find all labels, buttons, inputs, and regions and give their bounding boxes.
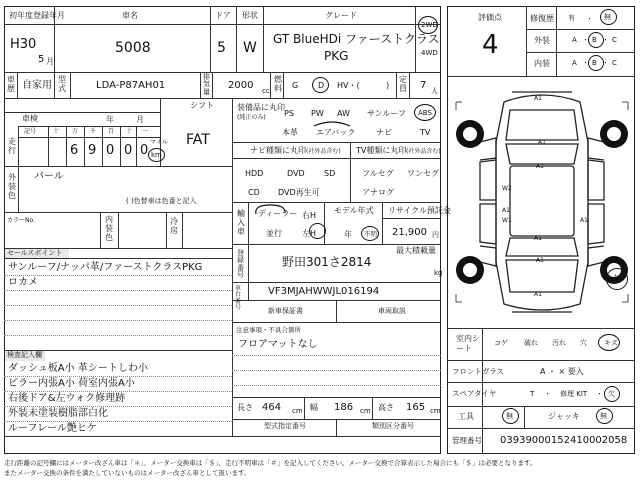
equipment-sublabel: (純正のみ)	[237, 114, 266, 121]
use-value: 自家用	[22, 80, 52, 91]
room-seat-item: キズ	[604, 339, 618, 347]
damage-mark: A1	[534, 291, 542, 298]
digit-header: 十	[126, 128, 133, 135]
damage-mark: A1	[502, 207, 510, 214]
type-no-label: 型式指定番号	[264, 422, 306, 430]
exterior-b-circle	[588, 32, 604, 48]
room-kizu-circle	[598, 334, 620, 351]
color-no-label: カラーNo.	[7, 217, 35, 224]
width-value: 186	[334, 402, 354, 413]
exterior-grade-option: B	[592, 36, 597, 44]
repair-yes: 有	[568, 14, 575, 22]
digit-header: 一	[142, 128, 149, 135]
mile-label: マイル	[150, 139, 168, 146]
navi-type-label: ナビ種類に丸印	[250, 146, 306, 155]
equipment-label: 装備品に丸印	[237, 103, 285, 112]
tv-type-label: TV種類に丸印	[356, 146, 407, 155]
car-name-value: 5008	[115, 40, 151, 56]
inspection-label: 車検	[22, 114, 38, 123]
damage-mark: A1	[534, 95, 542, 102]
grade-label: グレード	[325, 11, 357, 20]
displacement-value: 2000	[228, 80, 254, 91]
front-glass-value: A ・ × 要入	[540, 367, 584, 376]
plate-value: 野田301さ2814	[282, 255, 372, 269]
fuel-close: )	[386, 81, 390, 90]
equip-abs: ABS	[418, 109, 432, 117]
displacement-label: 排気量	[203, 73, 210, 96]
mileage-digit: 9	[88, 143, 97, 158]
model-year-unknown: 不明	[364, 230, 377, 238]
recycle-unit: 円	[432, 231, 439, 239]
repair-label: 修復歴	[530, 14, 554, 23]
max-load-unit: kg	[434, 269, 443, 277]
jack-label: ジャッキ	[548, 412, 580, 421]
interior-grade-label: 内装	[534, 59, 550, 68]
airbag-underline	[312, 120, 352, 130]
warranty-label: 新車保証書	[268, 307, 303, 315]
sales-point-line-2: ロカメ	[8, 277, 38, 288]
travel-label: 走行	[8, 137, 16, 155]
spare-tire-label: スペアタイヤ	[452, 389, 497, 398]
equip-leather: 本革	[282, 128, 298, 137]
capacity-unit: 人	[431, 87, 438, 95]
import-parallel: 並行	[266, 229, 282, 238]
mgmt-no-value: 03939000152410002058	[500, 435, 628, 446]
sales-point-label: セールスポイント	[7, 249, 63, 257]
interior-color-label: 内装色	[105, 215, 113, 242]
model-year-label: モデル年式	[334, 206, 374, 215]
navi-dvd-play: DVD再生可	[278, 188, 320, 197]
inspector-line-2: ピラー内張A小 荷室内張A小	[8, 378, 135, 389]
separator: ・	[602, 59, 609, 67]
score-label: 評価点	[478, 13, 502, 22]
mileage-digit: 6	[70, 143, 79, 158]
km-label: km	[151, 151, 162, 159]
max-load-label: 最大積載量	[396, 246, 436, 255]
equip-tv: TV	[420, 128, 431, 137]
mileage-digit: 0	[140, 143, 149, 158]
mileage-digit: 0	[124, 143, 133, 158]
inspector-line-3: 右後ドア&左ウォク修理跡	[8, 393, 126, 404]
import-right-h: 右H	[302, 211, 317, 220]
equip-navi: ナビ	[376, 128, 392, 137]
length-label: 長さ	[237, 403, 253, 412]
notes-value: フロアマットなし	[238, 339, 318, 350]
separator: ・	[602, 36, 609, 44]
equip-sunroof: サンルーフ	[367, 109, 406, 118]
shape-label: 形状	[242, 11, 258, 20]
damage-mark: A1	[580, 217, 588, 224]
import-label: 輸入車	[237, 209, 245, 236]
fuel-d-circle	[312, 77, 329, 93]
import-dealer: ディーラー	[258, 209, 298, 218]
tools-value: 無	[506, 412, 513, 420]
spare-tire-item: T	[530, 390, 535, 398]
room-seat-item: 汚れ	[552, 339, 566, 347]
spare-missing-circle	[604, 386, 620, 402]
tv-fullseg: フルセグ	[362, 169, 394, 178]
shape-value: W	[243, 40, 257, 56]
front-glass-label: フロントガラス	[452, 367, 505, 376]
inspector-line-1: ダッシュ板A小 革シートしわ小	[8, 363, 148, 374]
grade-value-line2: PKG	[324, 49, 349, 63]
damage-mark: A1	[536, 163, 544, 170]
score-value: 4	[482, 30, 499, 60]
spare-tire-item: 欠	[608, 390, 615, 398]
door-label: ドア	[215, 11, 231, 20]
exterior-grade-option: C	[612, 36, 617, 44]
mgmt-no-label: 管理番号	[452, 436, 482, 445]
notes-label: 注意事項・不具合箇所	[236, 326, 301, 334]
recycle-label: リサイクル預託金	[388, 206, 451, 215]
fuel-d: D	[318, 81, 325, 90]
navi-hdd: HDD	[245, 169, 264, 178]
jack-value: 無	[600, 412, 607, 420]
grade-value-line1: GT BlueHDi ファーストクラス	[273, 32, 440, 46]
fuel-label: 燃料	[274, 75, 282, 93]
inspector-label: 検査記入欄	[7, 351, 42, 359]
damage-mark: A1	[536, 257, 544, 264]
vin-label: 車台番号	[235, 285, 242, 311]
interior-b-circle	[588, 55, 604, 71]
reg-date-label: 初年度登録年月	[9, 11, 65, 20]
shift-value: FAT	[186, 132, 210, 148]
damage-mark: A1	[538, 139, 546, 146]
inspector-line-4: 外装未塗装樹脂部白化	[8, 408, 108, 419]
room-seat-item: 破れ	[524, 339, 538, 347]
damage-mark: A1	[534, 235, 542, 242]
footer-line-2: またメーター交換の条件を満たしていないものはメーター改ざん車として扱います。	[4, 469, 251, 477]
equip-pw: PW	[311, 109, 324, 118]
height-value: 165	[406, 402, 426, 413]
dealer-circle	[252, 203, 288, 217]
length-unit: cm	[292, 407, 303, 415]
class-no-label: 類別区分番号	[372, 422, 414, 430]
door-value: 5	[217, 40, 226, 56]
separator: ・	[582, 36, 589, 44]
inspection-month: 月	[136, 115, 144, 124]
plate-label: 登録番号	[237, 249, 244, 280]
cooler-label: 冷房	[170, 217, 178, 235]
digit-header: 万	[72, 128, 79, 135]
height-label: 高さ	[378, 403, 394, 412]
fuel-g: G	[292, 81, 299, 90]
width-unit: cm	[360, 407, 371, 415]
recycle-value: 21,900	[392, 227, 427, 238]
color-change-note: ( )色替車は色番と記入	[126, 197, 197, 205]
spare-tire-item: ・	[544, 390, 551, 398]
capacity-label: 定員	[399, 75, 407, 93]
reg-month-unit: 月	[46, 57, 54, 66]
manual-label: 車両取説	[378, 307, 406, 315]
separator: ・	[582, 59, 589, 67]
digit-header: 千	[90, 128, 97, 135]
model-label: 型式	[58, 75, 66, 93]
repair-none: 無	[604, 13, 611, 21]
tv-type-sub: (社外品含む)	[406, 148, 441, 155]
reg-year: H30	[10, 37, 37, 52]
footer-line-1: 走行距離の記号欄にはメーター改ざん車は「＊」、メーター交換車は「＄」、走行不明車は「＃」を記入してください。メーター交換で合算表示した場合にも「＄」は必要となります。	[4, 459, 537, 467]
model-value: LDA-P87AH01	[96, 80, 166, 91]
inspector-line-5: ルーフレール艶ヒケ	[8, 423, 97, 434]
spare-tire-item: ・	[596, 390, 603, 398]
navi-sd: SD	[324, 169, 336, 178]
spare-tire-item: 修理 KIT	[560, 390, 588, 398]
mileage-digit: 0	[106, 143, 115, 158]
reg-month: 5	[38, 54, 45, 65]
exterior-color-label: 外装色	[8, 173, 16, 200]
tv-analog: アナログ	[362, 188, 394, 197]
navi-cd: CD	[248, 188, 260, 197]
import-left-h: 左H	[302, 229, 317, 238]
room-seat-label: 室内シート	[456, 334, 480, 353]
length-value: 464	[262, 402, 282, 413]
navi-dvd: DVD	[287, 169, 305, 178]
drive-4wd: 4WD	[421, 49, 438, 57]
digit-header: 百	[108, 128, 115, 135]
sales-point-line-1: サンルーフ/ナッパ革/ファーストクラスPKG	[8, 262, 203, 273]
use-label: 車歴	[7, 75, 15, 93]
exterior-grade-option: A	[572, 36, 577, 44]
capacity-value: 7	[420, 80, 427, 91]
vin-value: VF3MJAHWWJL016194	[268, 286, 380, 297]
drive-2wd: 2WD	[421, 21, 438, 29]
width-label: 幅	[310, 403, 318, 412]
interior-grade-option: B	[592, 59, 597, 67]
tv-oneseg: ワンセグ	[407, 169, 439, 178]
car-damage-diagram	[452, 82, 632, 322]
interior-grade-option: C	[612, 59, 617, 67]
height-unit: cm	[430, 407, 441, 415]
inspection-year: 年	[106, 115, 114, 124]
tools-label: 工具	[458, 412, 474, 421]
steering-circle	[309, 223, 326, 239]
digit-header: 十	[53, 128, 60, 135]
damage-mark: W2	[502, 185, 512, 192]
interior-grade-option: A	[572, 59, 577, 67]
navi-type-sub: (社外品含む)	[306, 148, 341, 155]
equip-aw: AW	[337, 109, 350, 118]
exterior-color-value: パール	[34, 171, 64, 182]
equip-airbag: エアバック	[316, 128, 356, 137]
damage-mark: W1	[502, 217, 512, 224]
room-seat-item: コゲ	[494, 339, 508, 347]
model-year-year: 年	[344, 230, 352, 239]
exterior-grade-label: 外装	[534, 36, 550, 45]
car-name-label: 車名	[122, 11, 138, 20]
equip-ps: PS	[284, 109, 294, 118]
shift-label: シフト	[190, 101, 214, 110]
cc-unit: cc	[262, 87, 270, 95]
fuel-hv: HV・(	[337, 81, 360, 90]
room-seat-item: 穴	[580, 339, 587, 347]
digit-header: 記号	[24, 128, 37, 135]
